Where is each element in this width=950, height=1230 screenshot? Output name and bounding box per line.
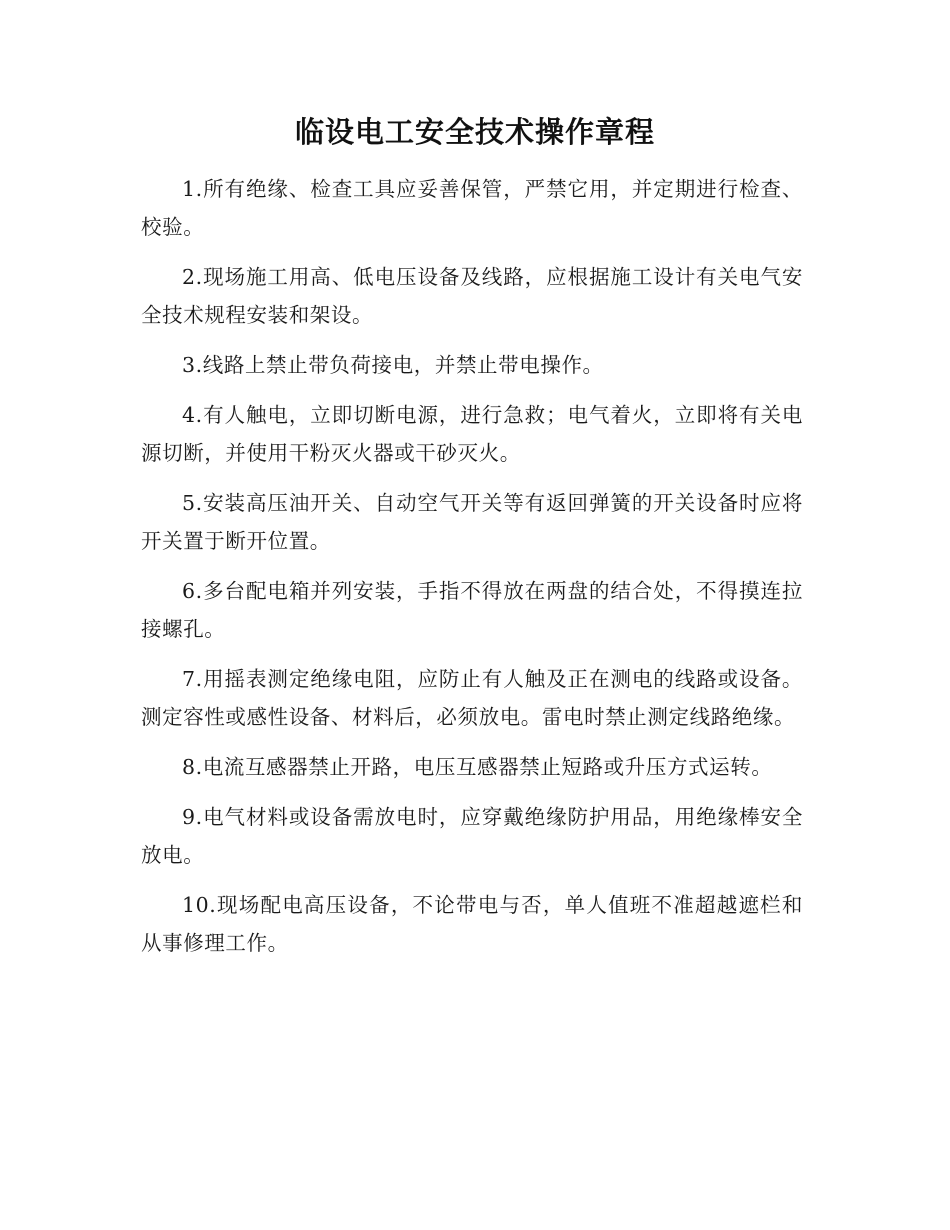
paragraph-5: 5.安装高压油开关、自动空气开关等有返回弹簧的开关设备时应将开关置于断开位置。: [141, 491, 803, 553]
paragraph-2: 2.现场施工用高、低电压设备及线路，应根据施工设计有关电气安全技术规程安装和架设。: [141, 265, 803, 327]
paragraph-4: 4.有人触电，立即切断电源，进行急救；电气着火，立即将有关电源切断，并使用干粉灭火器或干砂灭火。: [141, 403, 803, 465]
paragraph-9: 9.电气材料或设备需放电时，应穿戴绝缘防护用品，用绝缘棒安全放电。: [141, 805, 803, 867]
paragraph-3: 3.线路上禁止带负荷接电，并禁止带电操作。: [182, 353, 604, 377]
document-title: 临设电工安全技术操作章程: [294, 115, 655, 149]
document-body: [141, 170, 803, 974]
paragraph-10: 10.现场配电高压设备，不论带电与否，单人值班不准超越遮栏和从事修理工作。: [141, 893, 803, 955]
paragraph-7: 7.用摇表测定绝缘电阻，应防止有人触及正在测电的线路或设备。测定容性或感性设备、材料后，必须放电。雷电时禁止测定线路绝缘。: [141, 667, 803, 729]
paragraph-8: 8.电流互感器禁止开路，电压互感器禁止短路或升压方式运转。: [182, 755, 773, 779]
paragraph-1: 1.所有绝缘、检查工具应妥善保管，严禁它用，并定期进行检查、校验。: [141, 177, 803, 239]
paragraph-6: 6.多台配电箱并列安装，手指不得放在两盘的结合处，不得摸连拉接螺孔。: [141, 579, 803, 641]
